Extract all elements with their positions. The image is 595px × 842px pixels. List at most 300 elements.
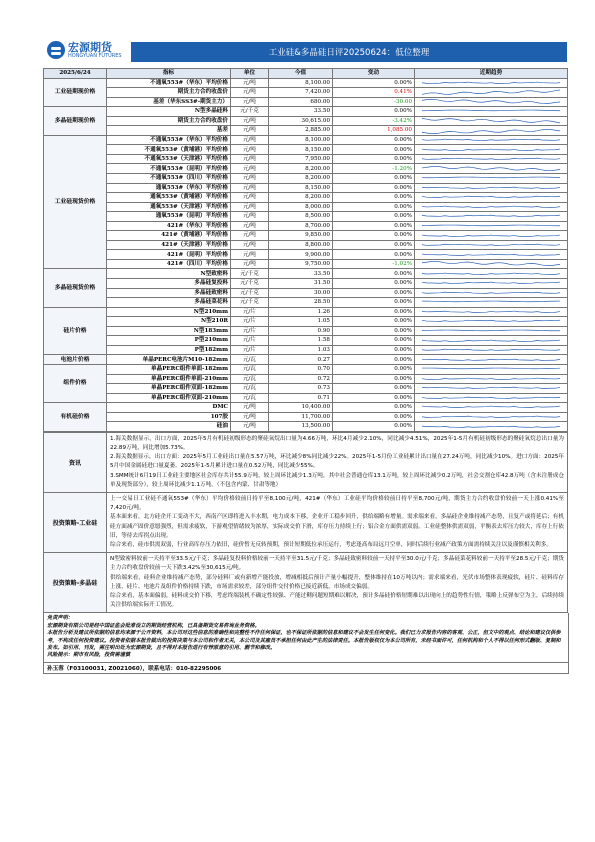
unit-cell: 元/吨 <box>231 154 269 164</box>
unit-cell: 元/吨 <box>231 422 269 432</box>
indicator-cell: 421#（昆明）平均价格 <box>107 250 231 260</box>
trend-sparkline-cell <box>415 307 568 317</box>
table-row <box>44 145 568 155</box>
value-cell: 30.00 <box>269 288 333 298</box>
table-row <box>44 164 568 174</box>
indicator-cell: N型致密料 <box>107 269 231 279</box>
change-cell: -1.02% <box>333 259 415 269</box>
change-cell: -1.20% <box>333 164 415 174</box>
indicator-cell: N型210mm <box>107 307 231 317</box>
value-cell: 33.50 <box>269 107 333 117</box>
trend-sparkline <box>417 356 565 364</box>
trend-line <box>422 158 560 159</box>
trend-sparkline <box>417 317 565 325</box>
disclaimer-paragraph: 宏源期货有限公司是经中国证监会批准设立的期货经营机构，已具备期货交易咨询业务资格。 <box>47 622 260 629</box>
column-value: 今值 <box>269 69 333 79</box>
trend-line <box>422 139 560 140</box>
trend-sparkline-cell <box>415 250 568 260</box>
trend-line <box>422 206 560 207</box>
value-cell: 8,200.00 <box>269 174 333 184</box>
table-row <box>44 183 568 193</box>
change-cell: -3.42% <box>333 116 415 126</box>
section-category: 电池片价格 <box>44 355 107 365</box>
indicator-cell: 单晶PERC组件单面-182mm <box>107 364 231 374</box>
change-cell: 0.00% <box>333 317 415 327</box>
trend-sparkline-cell <box>415 355 568 365</box>
trend-line <box>422 282 560 283</box>
value-cell: 10,400.00 <box>269 403 333 413</box>
column-change: 变动 <box>333 69 415 79</box>
change-cell: 0.00% <box>333 326 415 336</box>
trend-sparkline <box>417 184 565 192</box>
trend-line <box>422 244 560 245</box>
strategy-paragraph: 供给端来看，硅料企业维持减产态势，部分硅料厂或有新增产能投放，增减相抵后预计产量小幅提升，整体维持在10万吨以内；需求端来看，光伏市场整体表现疲软，硅片、硅料库存上涨，硅片、电池片及组件价格持续下跌，市场需求较差，部分组件交付价格已接近新低，市场成交偏弱。 <box>110 574 564 590</box>
trend-line <box>422 416 560 417</box>
value-cell: 8,500.00 <box>269 212 333 222</box>
table-row <box>44 193 568 203</box>
disclaimer <box>43 613 569 662</box>
trend-sparkline-cell <box>415 422 568 432</box>
disclaimer-paragraph: 免责声明： <box>47 615 73 622</box>
trend-sparkline-cell <box>415 364 568 374</box>
value-cell: 8,200.00 <box>269 164 333 174</box>
price-table-body <box>44 78 568 431</box>
trend-sparkline-cell <box>415 269 568 279</box>
table-row <box>44 221 568 231</box>
trend-sparkline <box>417 88 565 96</box>
indicator-cell: 单晶PERC电池片M10-182mm <box>107 355 231 365</box>
indicator-cell: P型210mm <box>107 336 231 346</box>
change-cell: 0.00% <box>333 135 415 145</box>
value-cell: 13,500.00 <box>269 422 333 432</box>
indicator-cell: 多晶硅致密料 <box>107 288 231 298</box>
value-cell: 8,000.00 <box>269 202 333 212</box>
table-row <box>44 345 568 355</box>
indicator-cell: N型多晶硅料 <box>107 107 231 117</box>
trend-line <box>422 90 560 94</box>
unit-cell: 元/吨 <box>231 135 269 145</box>
indicator-cell: 通氧553#（华东）平均价格 <box>107 183 231 193</box>
trend-sparkline <box>417 413 565 421</box>
trend-sparkline <box>417 98 565 106</box>
trend-sparkline <box>417 251 565 259</box>
trend-sparkline-cell <box>415 202 568 212</box>
trend-line <box>422 254 560 255</box>
value-cell: 8,700.00 <box>269 221 333 231</box>
value-cell: 28.50 <box>269 298 333 308</box>
indicator-cell: N型210R <box>107 317 231 327</box>
trend-sparkline <box>417 298 565 306</box>
value-cell: 8,800.00 <box>269 240 333 250</box>
indicator-cell: N型183mm <box>107 326 231 336</box>
trend-line <box>422 397 560 398</box>
trend-line <box>422 340 560 341</box>
value-cell: 0.27 <box>269 355 333 365</box>
table-row <box>44 269 568 279</box>
value-cell: 0.90 <box>269 326 333 336</box>
table-row <box>44 202 568 212</box>
trend-sparkline-cell <box>415 97 568 107</box>
trend-line <box>422 262 560 266</box>
trend-sparkline <box>417 289 565 297</box>
trend-line <box>422 426 560 427</box>
change-cell: 0.00% <box>333 107 415 117</box>
report-title: 工业硅&多晶硅日评20250624：低位整理 <box>131 42 567 62</box>
trend-sparkline <box>417 203 565 211</box>
trend-sparkline-cell <box>415 193 568 203</box>
logo-mark-icon <box>47 41 65 59</box>
trend-sparkline-cell <box>415 135 568 145</box>
unit-cell: 元/吨 <box>231 97 269 107</box>
table-row <box>44 355 568 365</box>
trend-sparkline <box>417 79 565 87</box>
value-cell: 0.72 <box>269 374 333 384</box>
value-cell: 8,150.00 <box>269 145 333 155</box>
change-cell: 0.00% <box>333 307 415 317</box>
trend-sparkline <box>417 423 565 431</box>
trend-sparkline-cell <box>415 374 568 384</box>
indicator-cell: 硅油 <box>107 422 231 432</box>
table-row <box>44 126 568 136</box>
table-row <box>44 279 568 289</box>
unit-cell: 元/吨 <box>231 145 269 155</box>
unit-cell: 元/千克 <box>231 107 269 117</box>
indicator-cell: 421#（四川）平均价格 <box>107 259 231 269</box>
trend-sparkline <box>417 375 565 383</box>
value-cell: 8,200.00 <box>269 193 333 203</box>
unit-cell: 元/吨 <box>231 183 269 193</box>
table-row <box>44 250 568 260</box>
table-row <box>44 212 568 222</box>
table-row <box>44 317 568 327</box>
table-row <box>44 288 568 298</box>
value-cell: 8,100.00 <box>269 78 333 88</box>
value-cell: 1.26 <box>269 307 333 317</box>
indicator-cell: DMC <box>107 403 231 413</box>
table-row <box>44 298 568 308</box>
value-cell: 11,700.00 <box>269 412 333 422</box>
change-cell: 1,085.00 <box>333 126 415 136</box>
trend-sparkline <box>417 403 565 411</box>
indicator-cell: 多晶硅复投料 <box>107 279 231 289</box>
table-row <box>44 412 568 422</box>
trend-line <box>422 273 560 274</box>
table-row <box>44 336 568 346</box>
change-cell: 0.00% <box>333 145 415 155</box>
change-cell: 0.00% <box>333 345 415 355</box>
trend-sparkline <box>417 146 565 154</box>
value-cell: 1.58 <box>269 336 333 346</box>
trend-line <box>422 321 560 322</box>
unit-cell: 元/吨 <box>231 193 269 203</box>
unit-cell: 元/片 <box>231 336 269 346</box>
trend-line <box>422 368 560 369</box>
trend-sparkline <box>417 308 565 316</box>
logo-name: 宏源期货 <box>68 40 112 54</box>
trend-sparkline-cell <box>415 317 568 327</box>
trend-sparkline <box>417 232 565 240</box>
section-category: 有机硅价格 <box>44 403 107 432</box>
value-cell: 1.05 <box>269 317 333 327</box>
change-cell: 0.00% <box>333 231 415 241</box>
change-cell: 0.00% <box>333 78 415 88</box>
change-cell: 0.00% <box>333 279 415 289</box>
change-cell: 0.00% <box>333 183 415 193</box>
section-category: 多晶硅期现价格 <box>44 107 107 136</box>
trend-sparkline-cell <box>415 154 568 164</box>
trend-sparkline-cell <box>415 412 568 422</box>
unit-cell: 元/吨 <box>231 403 269 413</box>
unit-cell: 元/吨 <box>231 259 269 269</box>
trend-line <box>422 301 560 302</box>
change-cell: 0.00% <box>333 336 415 346</box>
change-cell: 0.00% <box>333 374 415 384</box>
table-row <box>44 88 568 98</box>
price-table-header <box>44 69 568 79</box>
table-row <box>44 364 568 374</box>
change-cell: 0.00% <box>333 364 415 374</box>
change-cell: 0.00% <box>333 240 415 250</box>
value-cell: 0.71 <box>269 393 333 403</box>
strategy-paragraph: 1.海关数据显示，出口方面，2025年5月有机硅初级形态的聚硅氧烷出口量为4.66万吨，环比4月减少2.10%，同比减少4.51%，2025年1-5月有机硅初级形态的聚硅氧烷总出口量为22.89万吨，同比增加5.73%。 <box>110 435 564 451</box>
section-category: 硅片价格 <box>44 307 107 355</box>
value-cell: 9,900.00 <box>269 250 333 260</box>
trend-sparkline-cell <box>415 88 568 98</box>
indicator-cell: 通氧553#（昆明）平均价格 <box>107 212 231 222</box>
column-unit: 单位 <box>231 69 269 79</box>
value-cell: 7,950.00 <box>269 154 333 164</box>
value-cell: 9,850.00 <box>269 231 333 241</box>
change-cell: 0.00% <box>333 269 415 279</box>
disclaimer-paragraph: 风险提示：期市有风险，投资需谨慎 <box>47 652 131 659</box>
trend-line <box>422 406 560 407</box>
value-cell: 9,750.00 <box>269 259 333 269</box>
strategy-text <box>107 432 568 492</box>
indicator-cell: 通氧553#（黄埔港）平均价格 <box>107 193 231 203</box>
unit-cell: 元/千克 <box>231 269 269 279</box>
indicator-cell: 基差（华东SS3#-期货主力） <box>107 97 231 107</box>
section-category: 工业硅现货价格 <box>44 135 107 269</box>
trend-line <box>422 311 560 312</box>
indicator-cell: 单晶PERC组件单面-210mm <box>107 374 231 384</box>
unit-cell: 元/片 <box>231 326 269 336</box>
trend-line <box>422 216 560 217</box>
strategy-text <box>107 553 568 613</box>
strategy-row <box>44 493 568 553</box>
indicator-cell: 107胶 <box>107 412 231 422</box>
trend-sparkline <box>417 384 565 392</box>
indicator-cell: 421#（黄埔港）平均价格 <box>107 231 231 241</box>
trend-sparkline <box>417 279 565 287</box>
table-row <box>44 240 568 250</box>
trend-sparkline-cell <box>415 78 568 88</box>
trend-line <box>422 166 560 170</box>
analyst-contact: 孙玉蓉（F03100031, Z0021060），联系电话：010-82295006 <box>43 663 569 674</box>
change-cell: 0.00% <box>333 250 415 260</box>
trend-line <box>422 177 560 178</box>
change-cell: 0.00% <box>333 221 415 231</box>
trend-sparkline-cell <box>415 240 568 250</box>
indicator-cell: 多晶硅菜花料 <box>107 298 231 308</box>
unit-cell: 元/吨 <box>231 212 269 222</box>
column-date: 2025/6/24 <box>44 69 107 79</box>
value-cell: 2,885.00 <box>269 126 333 136</box>
table-row <box>44 259 568 269</box>
indicator-cell: 期货主力合约收盘价 <box>107 116 231 126</box>
trend-sparkline <box>417 260 565 268</box>
change-cell: 0.00% <box>333 422 415 432</box>
strategy-label: 投资策略-多晶硅 <box>44 553 107 613</box>
strategy-paragraph: 综合来看，硅市供需双弱，行业高库存压力依旧，硅价暂无反转预期，预计短期低位承压运行，考虑逢高布局远月空单，同时后续行业减产政策方面需持续关注以及谨慎相关利多。 <box>110 542 552 549</box>
trend-sparkline <box>417 193 565 201</box>
unit-cell: 元/瓦 <box>231 355 269 365</box>
trend-sparkline-cell <box>415 145 568 155</box>
change-cell: 0.00% <box>333 202 415 212</box>
change-cell: 0.00% <box>333 384 415 394</box>
strategy-text <box>107 493 568 553</box>
value-cell: 8,150.00 <box>269 183 333 193</box>
trend-sparkline-cell <box>415 126 568 136</box>
trend-line <box>422 118 560 123</box>
unit-cell: 元/片 <box>231 345 269 355</box>
unit-cell: 元/吨 <box>231 202 269 212</box>
value-cell: 0.73 <box>269 384 333 394</box>
indicator-cell: P型182mm <box>107 345 231 355</box>
strategy-table <box>43 432 568 614</box>
report-header <box>43 36 567 68</box>
trend-sparkline-cell <box>415 212 568 222</box>
unit-cell: 元/瓦 <box>231 374 269 384</box>
indicator-cell: 不通氧553#（黄埔港）平均价格 <box>107 145 231 155</box>
trend-sparkline <box>417 117 565 125</box>
trend-sparkline-cell <box>415 183 568 193</box>
trend-line <box>422 82 560 83</box>
trend-sparkline <box>417 327 565 335</box>
table-row <box>44 154 568 164</box>
strategy-label: 投资策略-工业硅 <box>44 493 107 553</box>
trend-sparkline <box>417 394 565 402</box>
trend-line <box>422 387 560 388</box>
trend-line <box>422 111 560 112</box>
indicator-cell: 单晶PERC组件双面-182mm <box>107 384 231 394</box>
trend-sparkline-cell <box>415 174 568 184</box>
trend-sparkline <box>417 136 565 144</box>
change-cell: 0.00% <box>333 355 415 365</box>
trend-line <box>422 187 560 188</box>
trend-sparkline-cell <box>415 336 568 346</box>
unit-cell: 元/千克 <box>231 279 269 289</box>
table-row <box>44 174 568 184</box>
unit-cell: 元/吨 <box>231 164 269 174</box>
trend-line <box>422 225 560 226</box>
trend-sparkline-cell <box>415 288 568 298</box>
trend-line <box>422 235 560 236</box>
trend-sparkline-cell <box>415 384 568 394</box>
indicator-cell: 不通氧553#（昆明）平均价格 <box>107 164 231 174</box>
change-cell: 0.00% <box>333 298 415 308</box>
trend-line <box>422 129 560 133</box>
unit-cell: 元/吨 <box>231 116 269 126</box>
strategy-body <box>44 432 568 613</box>
company-logo <box>47 39 123 61</box>
value-cell: 7,420.00 <box>269 88 333 98</box>
section-category: 组件价格 <box>44 364 107 402</box>
column-trend: 近期趋势 <box>415 69 568 79</box>
unit-cell: 元/吨 <box>231 78 269 88</box>
unit-cell: 元/吨 <box>231 126 269 136</box>
section-category: 工业硅期现价格 <box>44 78 107 107</box>
trend-sparkline-cell <box>415 231 568 241</box>
unit-cell: 元/千克 <box>231 288 269 298</box>
indicator-cell: 421#（华东）平均价格 <box>107 221 231 231</box>
indicator-cell: 单晶PERC组件双面-210mm <box>107 393 231 403</box>
value-cell: 0.70 <box>269 364 333 374</box>
trend-sparkline-cell <box>415 279 568 289</box>
value-cell: 1.03 <box>269 345 333 355</box>
trend-sparkline-cell <box>415 107 568 117</box>
unit-cell: 元/千克 <box>231 298 269 308</box>
indicator-cell: 通氧553#（天津港）平均价格 <box>107 202 231 212</box>
strategy-paragraph: 上一交易日工业硅不通氧553#（华东）平均价格较前日持平至8,100元/吨，421#（华东）工业硅平均价格较前日持平至8,700元/吨，期货主力合约收盘价较前一天上涨0.41%至7,420元/吨。 <box>110 496 564 512</box>
trend-sparkline <box>417 107 565 115</box>
unit-cell: 元/吨 <box>231 88 269 98</box>
logo-name-en: HONGYUAN FUTURES <box>68 52 122 59</box>
change-cell: 0.00% <box>333 174 415 184</box>
change-cell: 0.00% <box>333 154 415 164</box>
table-row <box>44 231 568 241</box>
change-cell: 0.41% <box>333 88 415 98</box>
table-row <box>44 326 568 336</box>
trend-line <box>422 349 560 350</box>
value-cell: 680.00 <box>269 97 333 107</box>
trend-line <box>422 330 560 331</box>
trend-sparkline <box>417 165 565 173</box>
change-cell: 0.00% <box>333 393 415 403</box>
table-row <box>44 374 568 384</box>
value-cell: 30,615.00 <box>269 116 333 126</box>
trend-sparkline-cell <box>415 116 568 126</box>
strategy-paragraph: 2.海关数据显示，出口方面：2025年5月工业硅出口量在5.57万吨，环比减少8%同比减少22%。2025年1-5月份工业硅累计出口量在27.24万吨，同比减少10%。进口方面：2025年5月中国金属硅进口量夏萎。2025年1-5月累计进口量在0.52万吨，同比减少55%。 <box>110 454 564 470</box>
unit-cell: 元/瓦 <box>231 393 269 403</box>
trend-sparkline <box>417 365 565 373</box>
change-cell: 0.00% <box>333 288 415 298</box>
unit-cell: 元/吨 <box>231 250 269 260</box>
trend-sparkline-cell <box>415 298 568 308</box>
table-row <box>44 422 568 432</box>
trend-sparkline <box>417 241 565 249</box>
trend-sparkline <box>417 337 565 345</box>
unit-cell: 元/瓦 <box>231 364 269 374</box>
unit-cell: 元/吨 <box>231 231 269 241</box>
table-row <box>44 135 568 145</box>
trend-line <box>422 149 560 150</box>
trend-sparkline <box>417 346 565 354</box>
indicator-cell: 不通氧553#（华东）平均价格 <box>107 78 231 88</box>
indicator-cell: 不通氧553#（天津港）平均价格 <box>107 154 231 164</box>
disclaimer-paragraph: 本报告分析及建议所依据的信息均来源于公开资料，本公司对这些信息的准确性和完整性不作任何保证，也不保证所依据的信息和建议不会发生任何变化。我们已力求报告内容的客观、公正，但文中的观点、结论和建议仅供参考，不构成任何投资建议。投资者依据本报告做出的投资决策与本公司和作者无关，本公司及其雇员不承担任何由此产生的法律责任。本报告版权仅为本公司所有，未经书面许可，任何机构和个人不得以任何形式翻版、复制和发布。如引用、刊发，需注明出处为宏源期货，且不得对本报告进行有悖原意的引用、删节和修改。 <box>47 630 561 652</box>
change-cell: -30.00 <box>333 97 415 107</box>
value-cell: 33.50 <box>269 269 333 279</box>
report-page <box>43 36 567 674</box>
trend-line <box>422 378 560 379</box>
unit-cell: 元/吨 <box>231 221 269 231</box>
change-cell: 0.00% <box>333 403 415 413</box>
change-cell: 0.00% <box>333 193 415 203</box>
trend-sparkline-cell <box>415 345 568 355</box>
indicator-cell: 不通氧553#（四川）平均价格 <box>107 174 231 184</box>
section-category: 多晶硅现货价格 <box>44 269 107 307</box>
trend-line <box>422 196 560 197</box>
